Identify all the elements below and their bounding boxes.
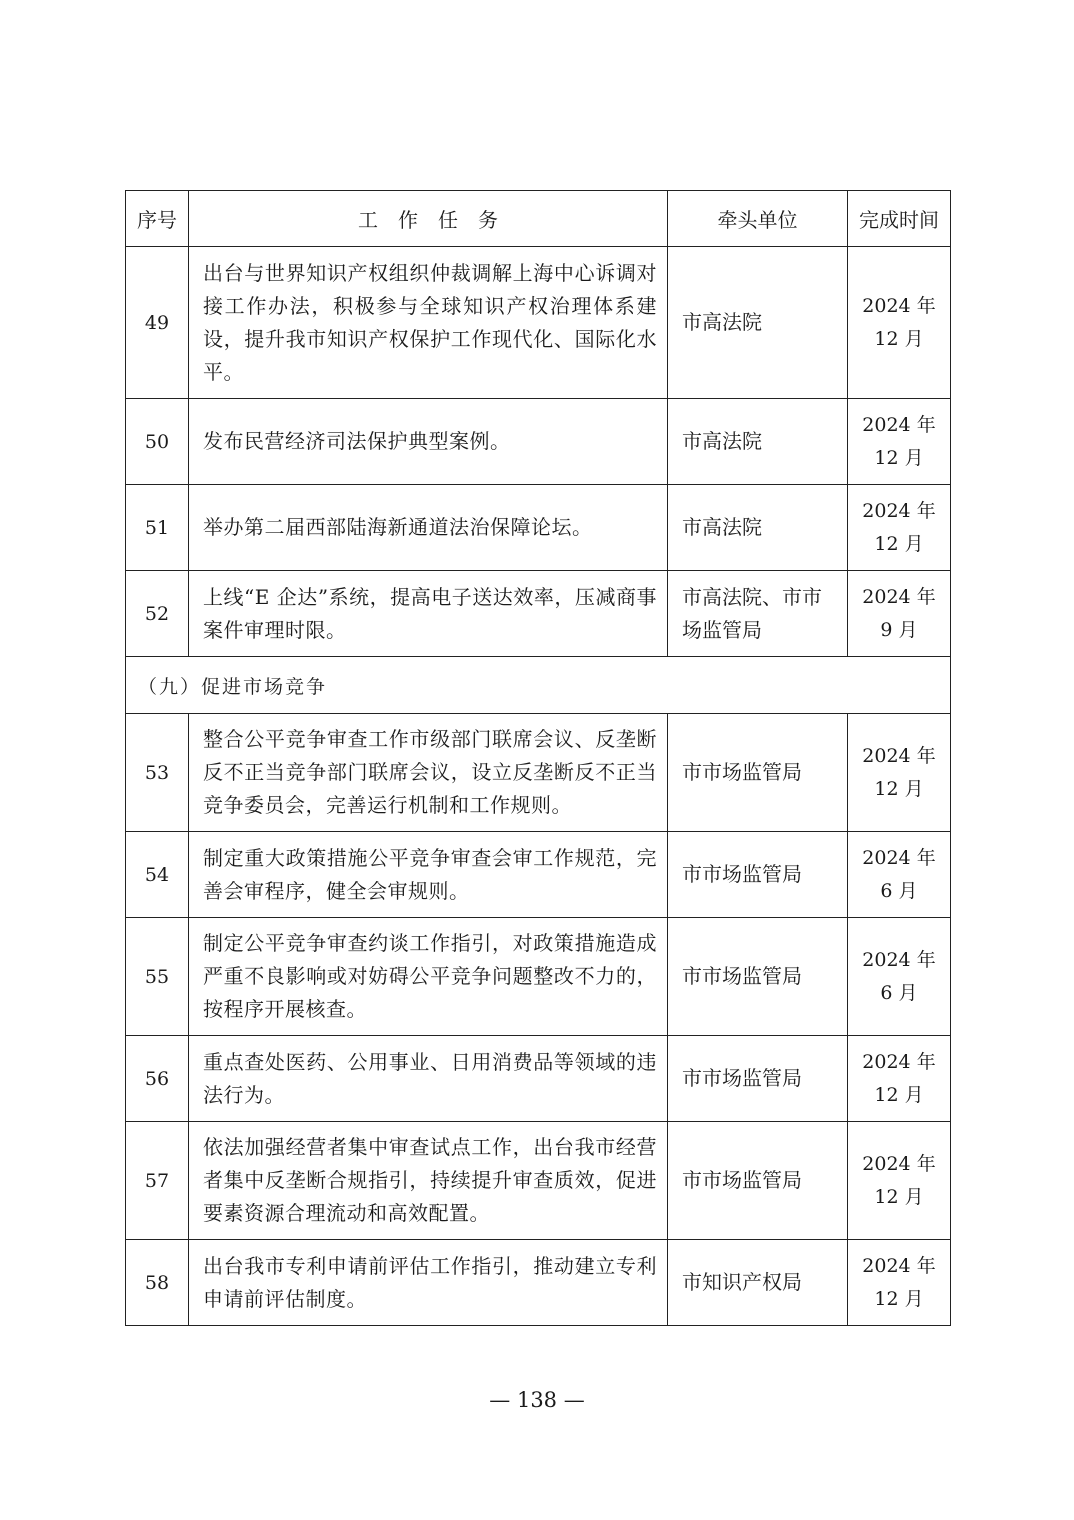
row-time-year: 2024 年 bbox=[862, 294, 936, 317]
row-num: 52 bbox=[126, 571, 189, 657]
row-time-month: 12 月 bbox=[874, 327, 924, 350]
table-row bbox=[126, 832, 951, 918]
row-task: 举办第二届西部陆海新通道法治保障论坛。 bbox=[189, 485, 668, 571]
row-time-year: 2024 年 bbox=[862, 413, 936, 436]
row-task: 整合公平竞争审查工作市级部门联席会议、反垄断反不正当竞争部门联席会议，设立反垄断反不正当竞争委员会，完善运行机制和工作规则。 bbox=[189, 714, 668, 832]
row-time-month: 12 月 bbox=[874, 1287, 924, 1310]
table-row bbox=[126, 1122, 951, 1240]
row-lead: 市市场监管局 bbox=[668, 1122, 848, 1240]
row-time bbox=[848, 571, 951, 657]
row-task: 依法加强经营者集中审查试点工作，出台我市经营者集中反垄断合规指引，持续提升审查质效，促进要素资源合理流动和高效配置。 bbox=[189, 1122, 668, 1240]
table-row bbox=[126, 485, 951, 571]
row-time bbox=[848, 1122, 951, 1240]
row-time bbox=[848, 485, 951, 571]
header-task: 工 作 任 务 bbox=[189, 191, 668, 247]
row-task: 发布民营经济司法保护典型案例。 bbox=[189, 399, 668, 485]
table-row bbox=[126, 1036, 951, 1122]
row-time-month: 9 月 bbox=[880, 618, 918, 641]
row-num: 53 bbox=[126, 714, 189, 832]
row-time bbox=[848, 1240, 951, 1326]
row-task: 重点查处医药、公用事业、日用消费品等领域的违法行为。 bbox=[189, 1036, 668, 1122]
row-time-year: 2024 年 bbox=[862, 1050, 936, 1073]
row-time-month: 6 月 bbox=[880, 879, 918, 902]
table-row bbox=[126, 714, 951, 832]
row-lead: 市高法院、市市场监管局 bbox=[668, 571, 848, 657]
row-task: 出台我市专利申请前评估工作指引，推动建立专利申请前评估制度。 bbox=[189, 1240, 668, 1326]
header-lead: 牵头单位 bbox=[668, 191, 848, 247]
row-time-month: 6 月 bbox=[880, 981, 918, 1004]
row-lead: 市市场监管局 bbox=[668, 918, 848, 1036]
row-time-year: 2024 年 bbox=[862, 585, 936, 608]
row-time-month: 12 月 bbox=[874, 1083, 924, 1106]
row-time bbox=[848, 1036, 951, 1122]
row-time-month: 12 月 bbox=[874, 777, 924, 800]
row-time-month: 12 月 bbox=[874, 446, 924, 469]
row-lead: 市高法院 bbox=[668, 247, 848, 399]
page-number: — 138 — bbox=[489, 1388, 585, 1412]
row-time bbox=[848, 714, 951, 832]
table-row bbox=[126, 399, 951, 485]
header-num: 序号 bbox=[126, 191, 189, 247]
row-time-month: 12 月 bbox=[874, 532, 924, 555]
row-time-year: 2024 年 bbox=[862, 846, 936, 869]
row-time-year: 2024 年 bbox=[862, 499, 936, 522]
row-num: 57 bbox=[126, 1122, 189, 1240]
row-num: 51 bbox=[126, 485, 189, 571]
section-row bbox=[126, 657, 951, 714]
row-lead: 市高法院 bbox=[668, 485, 848, 571]
row-num: 54 bbox=[126, 832, 189, 918]
row-lead: 市高法院 bbox=[668, 399, 848, 485]
row-time bbox=[848, 399, 951, 485]
row-time bbox=[848, 918, 951, 1036]
row-num: 58 bbox=[126, 1240, 189, 1326]
row-task: 上线“E 企达”系统，提高电子送达效率，压减商事案件审理时限。 bbox=[189, 571, 668, 657]
row-lead: 市市场监管局 bbox=[668, 1036, 848, 1122]
row-lead: 市市场监管局 bbox=[668, 832, 848, 918]
row-time-year: 2024 年 bbox=[862, 948, 936, 971]
row-task: 出台与世界知识产权组织仲裁调解上海中心诉调对接工作办法，积极参与全球知识产权治理体系建设，提升我市知识产权保护工作现代化、国际化水平。 bbox=[189, 247, 668, 399]
table-header-row bbox=[126, 191, 951, 247]
task-table bbox=[125, 190, 951, 1326]
row-time-year: 2024 年 bbox=[862, 1152, 936, 1175]
row-time-year: 2024 年 bbox=[862, 744, 936, 767]
row-time bbox=[848, 247, 951, 399]
row-task: 制定重大政策措施公平竞争审查会审工作规范，完善会审程序，健全会审规则。 bbox=[189, 832, 668, 918]
section-title: （九）促进市场竞争 bbox=[126, 657, 951, 714]
row-lead: 市知识产权局 bbox=[668, 1240, 848, 1326]
row-time-year: 2024 年 bbox=[862, 1254, 936, 1277]
table-row bbox=[126, 918, 951, 1036]
row-time bbox=[848, 832, 951, 918]
row-task: 制定公平竞争审查约谈工作指引，对政策措施造成严重不良影响或对妨碍公平竞争问题整改不力的，按程序开展核查。 bbox=[189, 918, 668, 1036]
table-row bbox=[126, 571, 951, 657]
row-num: 55 bbox=[126, 918, 189, 1036]
row-num: 49 bbox=[126, 247, 189, 399]
table-row bbox=[126, 247, 951, 399]
header-time: 完成时间 bbox=[848, 191, 951, 247]
row-num: 50 bbox=[126, 399, 189, 485]
row-lead: 市市场监管局 bbox=[668, 714, 848, 832]
row-time-month: 12 月 bbox=[874, 1185, 924, 1208]
table-row bbox=[126, 1240, 951, 1326]
row-num: 56 bbox=[126, 1036, 189, 1122]
